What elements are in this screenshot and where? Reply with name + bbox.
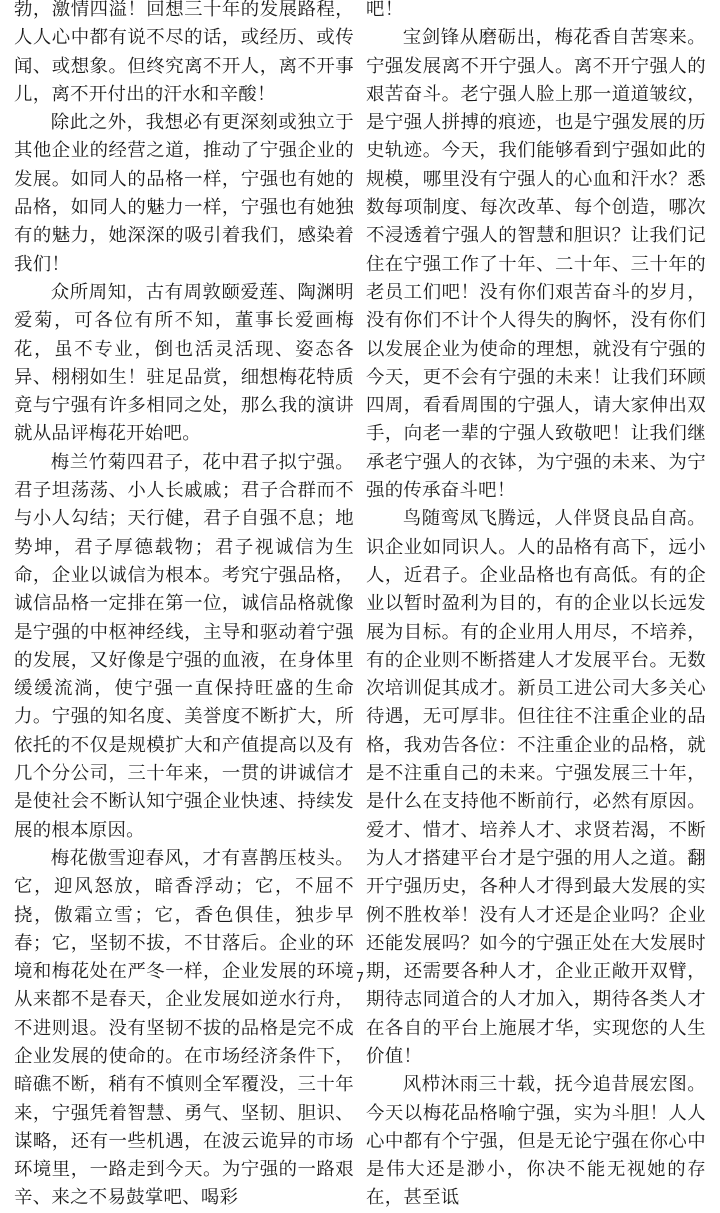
paragraph: 除此之外，我想必有更深刻或独立于其他企业的经营之道，推动了宁强企业的发展。如同人的品格一样，宁强也有她的品格，如同人的魅力一样，宁强也有她独有的魅力，她深深的吸引着我们，感染着我们！ xyxy=(14,112,354,275)
paragraph: 梅兰竹菊四君子，花中君子拟宁强。君子坦荡荡、小人长戚戚；君子合群而不与小人勾结；天行健，君子自强不息；地势坤，君子厚德载物；君子视诚信为生命，企业以诚信为根本。考究宁强品格，诚信品格一定排在第一位，诚信品格就像是宁强的中枢神经线，主导和驱动着宁强的发展，又好像是宁强的血液，在身体里缓缓流淌，使宁强一直保持旺盛的生命力。宁强的知名度、美誉度不断扩大，所依托的不仅是规模扩大和产值提高以及有几个分公司，三十年来，一贯的讲诚信才是使社会不断认知宁强企业快速、持续发展的根本原因。 xyxy=(14,451,354,841)
paragraph: 众所周知，古有周敦颐爱莲、陶渊明爱菊，可各位有所不知，董事长爱画梅花，虽不专业，倒也活灵活现、姿态各异、栩栩如生！驻足品赏，细想梅花特质竟与宁强有许多相同之处，那么我的演讲就从品评梅花开始吧。 xyxy=(14,281,354,445)
paragraph: 鸟随鸾凤飞腾远，人伴贤良品自高。识企业如同识人。人的品格有高下，远小人，近君子。企业品格也有高低。有的企业以暂时盈利为目的，有的企业以长远发展为目标。有的企业用人用尽，不培养，有的企业则不断搭建人才发展平台。无数次培训促其成才。新员工进公司大多关心待遇，无可厚非。但往往不注重企业的品格，我劝告各位：不注重企业的品格，就是不注重自己的未来。宁强发展三十年，是什么在支持他不断前行，必然有原因。爱才、惜才、培养人才、求贤若渴，不断为人才搭建平台才是宁强的用人之道。翻开宁强历史，各种人才得到最大发展的实例不胜枚举！没有人才还是企业吗？企业还能发展吗？如今的宁强正处在大发展时期，还需要各种人才，企业正敞开双臂，期待志同道合的人才加入，期待各类人才在各自的平台上施展才华，实现您的人生价值！ xyxy=(366,508,706,1067)
paragraph: 勃，激情四溢！回想三十年的发展路程，人人心中都有说不尽的话，或经历、或传闻、或想象。但终究离不开人，离不开事儿，离不开付出的汗水和辛酸！ xyxy=(14,0,354,105)
right-column xyxy=(366,0,706,1213)
paragraph: 梅花傲雪迎春风，才有喜鹊压枝头。它，迎风怒放，暗香浮动；它，不屈不挠，傲霜立雪；它，香色俱佳，独步早春；它，坚韧不拔，不甘落后。企业的环境和梅花处在严冬一样，企业发展的环境从来都不是春天，企业发展如逆水行舟，不进则退。没有坚韧不拔的品格是完不成企业发展的使命的。在市场经济条件下，暗礁不断，稍有不慎则全军覆没，三十年来，宁强凭着智慧、勇气、坚韧、胆识、谋略，还有一些机遇，在波云诡异的市场环境里，一路走到今天。为宁强的一路艰辛、来之不易鼓掌吧、喝彩 xyxy=(14,847,354,1209)
paragraph: 宝剑锋从磨砺出，梅花香自苦寒来。宁强发展离不开宁强人。离不开宁强人的艰苦奋斗。老宁强人脸上那一道道皱纹，是宁强人拼搏的痕迹，也是宁强发展的历史轨迹。今天，我们能够看到宁强如此的规模，哪里没有宁强人的心血和汗水？悉数每项制度、每次改革、每个创造，哪次不浸透着宁强人的智慧和胆识？让我们记住在宁强工作了十年、二十年、三十年的老员工们吧！没有你们艰苦奋斗的岁月，没有你们不计个人得失的胸怀，没有你们以发展企业为使命的理想，就没有宁强的今天，更不会有宁强的未来！让我们环顾四周，看看周围的宁强人，请大家伸出双手，向老一辈的宁强人致敬吧！让我们继承老宁强人的衣钵，为宁强的未来、为宁强的传承奋斗吧！ xyxy=(366,27,706,502)
page-number: 7 xyxy=(355,971,365,986)
left-column xyxy=(14,0,354,1213)
paragraph: 风栉沐雨三十载，抚今追昔展宏图。今天以梅花品格喻宁强，实为斗胆！人人心中都有个宁强，但是无论宁强在你心中是伟大还是渺小，你决不能无视她的存在，甚至诋 xyxy=(366,1074,706,1209)
paragraph: 吧！ xyxy=(366,0,404,20)
